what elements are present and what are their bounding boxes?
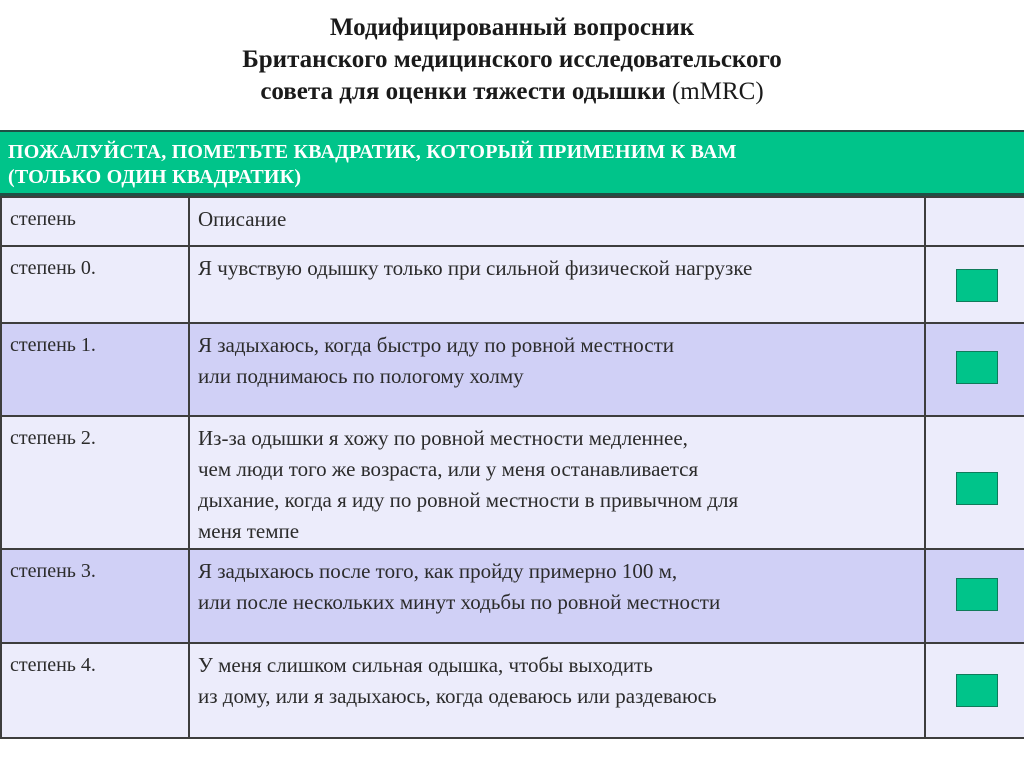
row-degree: степень 3. — [1, 549, 189, 643]
description-line: дыхание, когда я иду по ровной местности в привычном для — [198, 488, 739, 512]
title-line-2: Британского медицинского исследовательского — [242, 46, 782, 73]
description-line: Я чувствую одышку только при сильной физической нагрузке — [198, 256, 753, 280]
table-row — [1, 246, 1024, 323]
row-description — [189, 246, 925, 323]
header-checkbox — [925, 197, 1024, 246]
row-description — [189, 416, 925, 549]
checkbox-cell — [925, 246, 1024, 323]
table-row — [1, 416, 1024, 549]
description-line: или поднимаюсь по пологому холму — [198, 364, 524, 388]
header-degree: степень — [1, 197, 189, 246]
title-line-3-abbr: (mMRC) — [665, 78, 764, 105]
row-degree: степень 1. — [1, 323, 189, 416]
description-line: из дому, или я задыхаюсь, когда одеваюсь или раздеваюсь — [198, 684, 717, 708]
mmrc-table — [0, 196, 1024, 739]
table-row — [1, 643, 1024, 738]
instruction-line-2: (ТОЛЬКО ОДИН КВАДРАТИК) — [8, 166, 302, 188]
row-degree: степень 2. — [1, 416, 189, 549]
row-description — [189, 643, 925, 738]
title-line-3 — [0, 76, 1024, 108]
checkbox-grade-4[interactable] — [956, 674, 998, 707]
description-line: Я задыхаюсь после того, как пройду примерно 100 м, — [198, 559, 678, 583]
checkbox-grade-2[interactable] — [956, 472, 998, 505]
checkbox-cell — [925, 323, 1024, 416]
table-header-row — [1, 197, 1024, 246]
table-row — [1, 549, 1024, 643]
checkbox-grade-0[interactable] — [956, 269, 998, 302]
title-line-1: Модифицированный вопросник — [329, 14, 695, 41]
description-line: У меня слишком сильная одышка, чтобы выходить — [198, 653, 653, 677]
header-description: Описание — [189, 197, 925, 246]
description-line: Я задыхаюсь, когда быстро иду по ровной местности — [198, 333, 674, 357]
title-line-3-bold: совета для оценки тяжести одышки — [260, 78, 666, 105]
description-line: меня темпе — [198, 519, 300, 543]
row-description — [189, 323, 925, 416]
row-degree: степень 4. — [1, 643, 189, 738]
checkbox-cell — [925, 643, 1024, 738]
description-line: Из-за одышки я хожу по ровной местности медленнее, — [198, 426, 688, 450]
checkbox-grade-3[interactable] — [956, 578, 998, 611]
row-degree: степень 0. — [1, 246, 189, 323]
instruction-line-1: ПОЖАЛУЙСТА, ПОМЕТЬТЕ КВАДРАТИК, КОТОРЫЙ ПРИМЕНИМ К ВАМ — [8, 141, 737, 163]
checkbox-cell — [925, 416, 1024, 549]
description-line: или после нескольких минут ходьбы по ровной местности — [198, 590, 721, 614]
instruction-banner — [0, 130, 1024, 196]
page-title — [0, 12, 1024, 108]
table-row — [1, 323, 1024, 416]
description-line: чем люди того же возраста, или у меня останавливается — [198, 457, 699, 481]
checkbox-grade-1[interactable] — [956, 351, 998, 384]
checkbox-cell — [925, 549, 1024, 643]
row-description — [189, 549, 925, 643]
